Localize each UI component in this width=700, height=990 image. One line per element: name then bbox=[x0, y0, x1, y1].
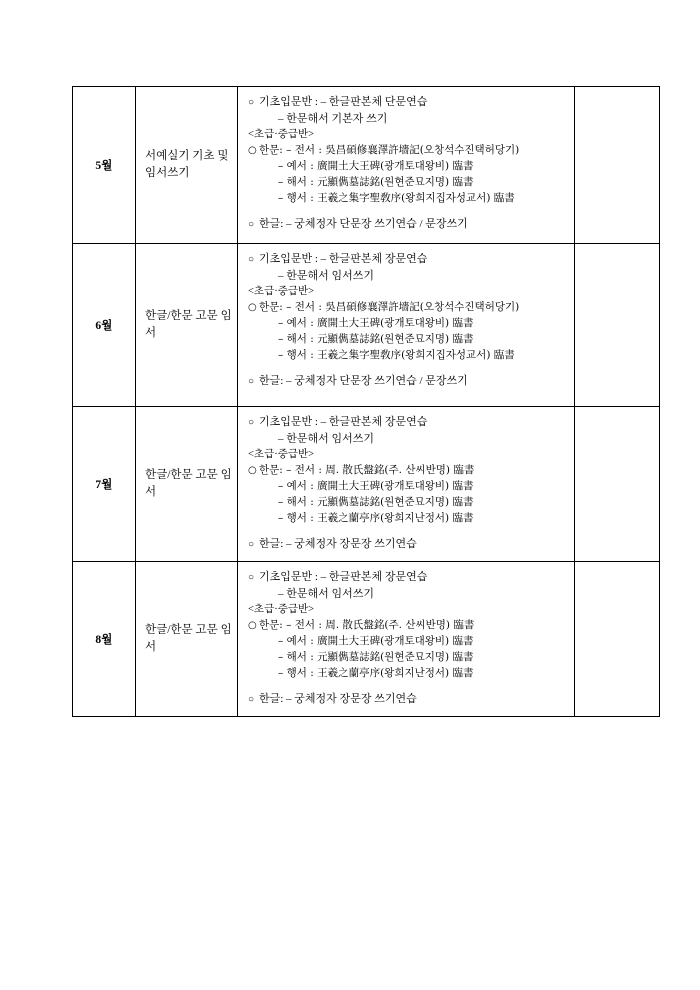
detail-text: – 예서 : 廣開土大王碑(광개토대왕비) 臨書 bbox=[278, 635, 474, 648]
detail-cell bbox=[238, 87, 575, 244]
detail-line bbox=[248, 348, 568, 364]
table-row bbox=[73, 244, 660, 407]
table-row bbox=[73, 87, 660, 244]
detail-line bbox=[248, 536, 568, 553]
detail-line bbox=[248, 666, 568, 682]
detail-text: <초급·중급반> bbox=[248, 286, 315, 298]
circle-bullet-icon: ○ bbox=[248, 417, 255, 428]
circle-bullet-icon: ○ bbox=[248, 620, 257, 632]
detail-text: 한문: – 전서 : 周. 散氏盤銘(주. 산씨반명) 臨書 bbox=[259, 619, 475, 632]
detail-line bbox=[248, 175, 568, 191]
table-row bbox=[73, 407, 660, 562]
detail-line bbox=[248, 159, 568, 175]
subject-cell: 서예실기 기초 및 임서쓰기 bbox=[136, 87, 238, 244]
note-cell bbox=[575, 244, 660, 407]
detail-text: 한글: – 궁체정자 단문장 쓰기연습 / 문장쓰기 bbox=[259, 375, 468, 388]
detail-line bbox=[248, 284, 568, 300]
circle-bullet-icon: ○ bbox=[248, 539, 255, 551]
month-cell: 6월 bbox=[73, 244, 136, 407]
detail-line bbox=[248, 414, 568, 431]
detail-text: <초급·중급반> bbox=[248, 449, 315, 461]
month-cell: 8월 bbox=[73, 562, 136, 717]
circle-bullet-icon: ○ bbox=[248, 97, 255, 108]
detail-line bbox=[248, 586, 568, 603]
detail-text: 한문: – 전서 : 吳昌碩修襄澤許墻記(오창석수진택허당기) bbox=[259, 301, 520, 314]
circle-bullet-icon: ○ bbox=[248, 254, 255, 265]
detail-line bbox=[248, 216, 568, 233]
detail-text: 기초입문반 : – 한글판본체 장문연습 bbox=[259, 416, 428, 428]
table-row bbox=[73, 562, 660, 717]
detail-text: – 한문해서 임서쓰기 bbox=[278, 432, 375, 445]
detail-text: – 한문해서 기본자 쓰기 bbox=[278, 112, 388, 125]
circle-bullet-icon: ○ bbox=[248, 572, 255, 583]
detail-text: – 해서 : 元顯儁墓誌銘(원현준묘지명) 臨書 bbox=[278, 496, 474, 509]
detail-text: 한글: – 궁체정자 장문장 쓰기연습 bbox=[259, 693, 417, 706]
detail-text: – 한문해서 임서쓰기 bbox=[278, 269, 375, 282]
detail-text: 기초입문반 : – 한글판본체 장문연습 bbox=[259, 571, 428, 583]
detail-line bbox=[248, 300, 568, 316]
detail-text: – 행서 : 王羲之集字聖敎序(왕희지집자성교서) 臨書 bbox=[278, 192, 515, 205]
circle-bullet-icon: ○ bbox=[248, 302, 257, 314]
subject-cell: 한글/한문 고문 임서 bbox=[136, 407, 238, 562]
detail-line bbox=[248, 316, 568, 332]
note-cell bbox=[575, 407, 660, 562]
detail-line bbox=[248, 495, 568, 511]
month-cell: 7월 bbox=[73, 407, 136, 562]
detail-spacer bbox=[248, 207, 568, 216]
detail-line bbox=[248, 479, 568, 495]
detail-line bbox=[248, 251, 568, 268]
detail-text: – 예서 : 廣開土大王碑(광개토대왕비) 臨書 bbox=[278, 160, 474, 173]
detail-text: – 예서 : 廣開土大王碑(광개토대왕비) 臨書 bbox=[278, 317, 474, 330]
detail-line bbox=[248, 111, 568, 128]
circle-bullet-icon: ○ bbox=[248, 465, 257, 477]
detail-line bbox=[248, 447, 568, 463]
detail-text: – 행서 : 王羲之蘭亭序(왕희지난정서) 臨書 bbox=[278, 667, 474, 680]
detail-cell bbox=[238, 244, 575, 407]
subject-cell: 한글/한문 고문 임서 bbox=[136, 244, 238, 407]
detail-spacer bbox=[248, 682, 568, 691]
circle-bullet-icon: ○ bbox=[248, 376, 255, 388]
detail-line bbox=[248, 431, 568, 448]
detail-line bbox=[248, 650, 568, 666]
detail-text: <초급·중급반> bbox=[248, 604, 315, 616]
subject-cell: 한글/한문 고문 임서 bbox=[136, 562, 238, 717]
detail-text: – 한문해서 임서쓰기 bbox=[278, 587, 375, 600]
detail-text: – 해서 : 元顯儁墓誌銘(원현준묘지명) 臨書 bbox=[278, 333, 474, 346]
detail-text: 한문: – 전서 : 周. 散氏盤銘(주. 산씨반명) 臨書 bbox=[259, 464, 475, 477]
detail-spacer bbox=[248, 527, 568, 536]
detail-text: 기초입문반 : – 한글판본체 단문연습 bbox=[259, 96, 428, 108]
detail-line bbox=[248, 569, 568, 586]
note-cell bbox=[575, 87, 660, 244]
detail-line bbox=[248, 143, 568, 159]
detail-text: – 예서 : 廣開土大王碑(광개토대왕비) 臨書 bbox=[278, 480, 474, 493]
detail-cell bbox=[238, 407, 575, 562]
detail-line bbox=[248, 191, 568, 207]
table-body bbox=[73, 87, 660, 717]
detail-text: 기초입문반 : – 한글판본체 장문연습 bbox=[259, 253, 428, 265]
detail-line bbox=[248, 511, 568, 527]
note-cell bbox=[575, 562, 660, 717]
detail-line bbox=[248, 634, 568, 650]
detail-text: 한글: – 궁체정자 장문장 쓰기연습 bbox=[259, 538, 417, 551]
circle-bullet-icon: ○ bbox=[248, 145, 257, 157]
circle-bullet-icon: ○ bbox=[248, 219, 255, 231]
detail-line bbox=[248, 373, 568, 390]
detail-line bbox=[248, 618, 568, 634]
detail-line bbox=[248, 332, 568, 348]
detail-spacer bbox=[248, 364, 568, 373]
detail-line bbox=[248, 463, 568, 479]
detail-text: 한글: – 궁체정자 단문장 쓰기연습 / 문장쓰기 bbox=[259, 218, 468, 231]
detail-text: 한문: – 전서 : 吳昌碩修襄澤許墻記(오창석수진택허당기) bbox=[259, 144, 520, 157]
detail-line bbox=[248, 127, 568, 143]
detail-text: – 해서 : 元顯儁墓誌銘(원현준묘지명) 臨書 bbox=[278, 651, 474, 664]
curriculum-table bbox=[72, 86, 660, 717]
detail-line bbox=[248, 94, 568, 111]
detail-cell bbox=[238, 562, 575, 717]
detail-line bbox=[248, 268, 568, 285]
detail-line bbox=[248, 691, 568, 708]
circle-bullet-icon: ○ bbox=[248, 694, 255, 706]
detail-text: – 해서 : 元顯儁墓誌銘(원현준묘지명) 臨書 bbox=[278, 176, 474, 189]
month-cell: 5월 bbox=[73, 87, 136, 244]
detail-text: – 행서 : 王羲之蘭亭序(왕희지난정서) 臨書 bbox=[278, 512, 474, 525]
detail-text: – 행서 : 王羲之集字聖敎序(왕희지집자성교서) 臨書 bbox=[278, 349, 515, 362]
detail-line bbox=[248, 602, 568, 618]
detail-text: <초급·중급반> bbox=[248, 129, 315, 141]
